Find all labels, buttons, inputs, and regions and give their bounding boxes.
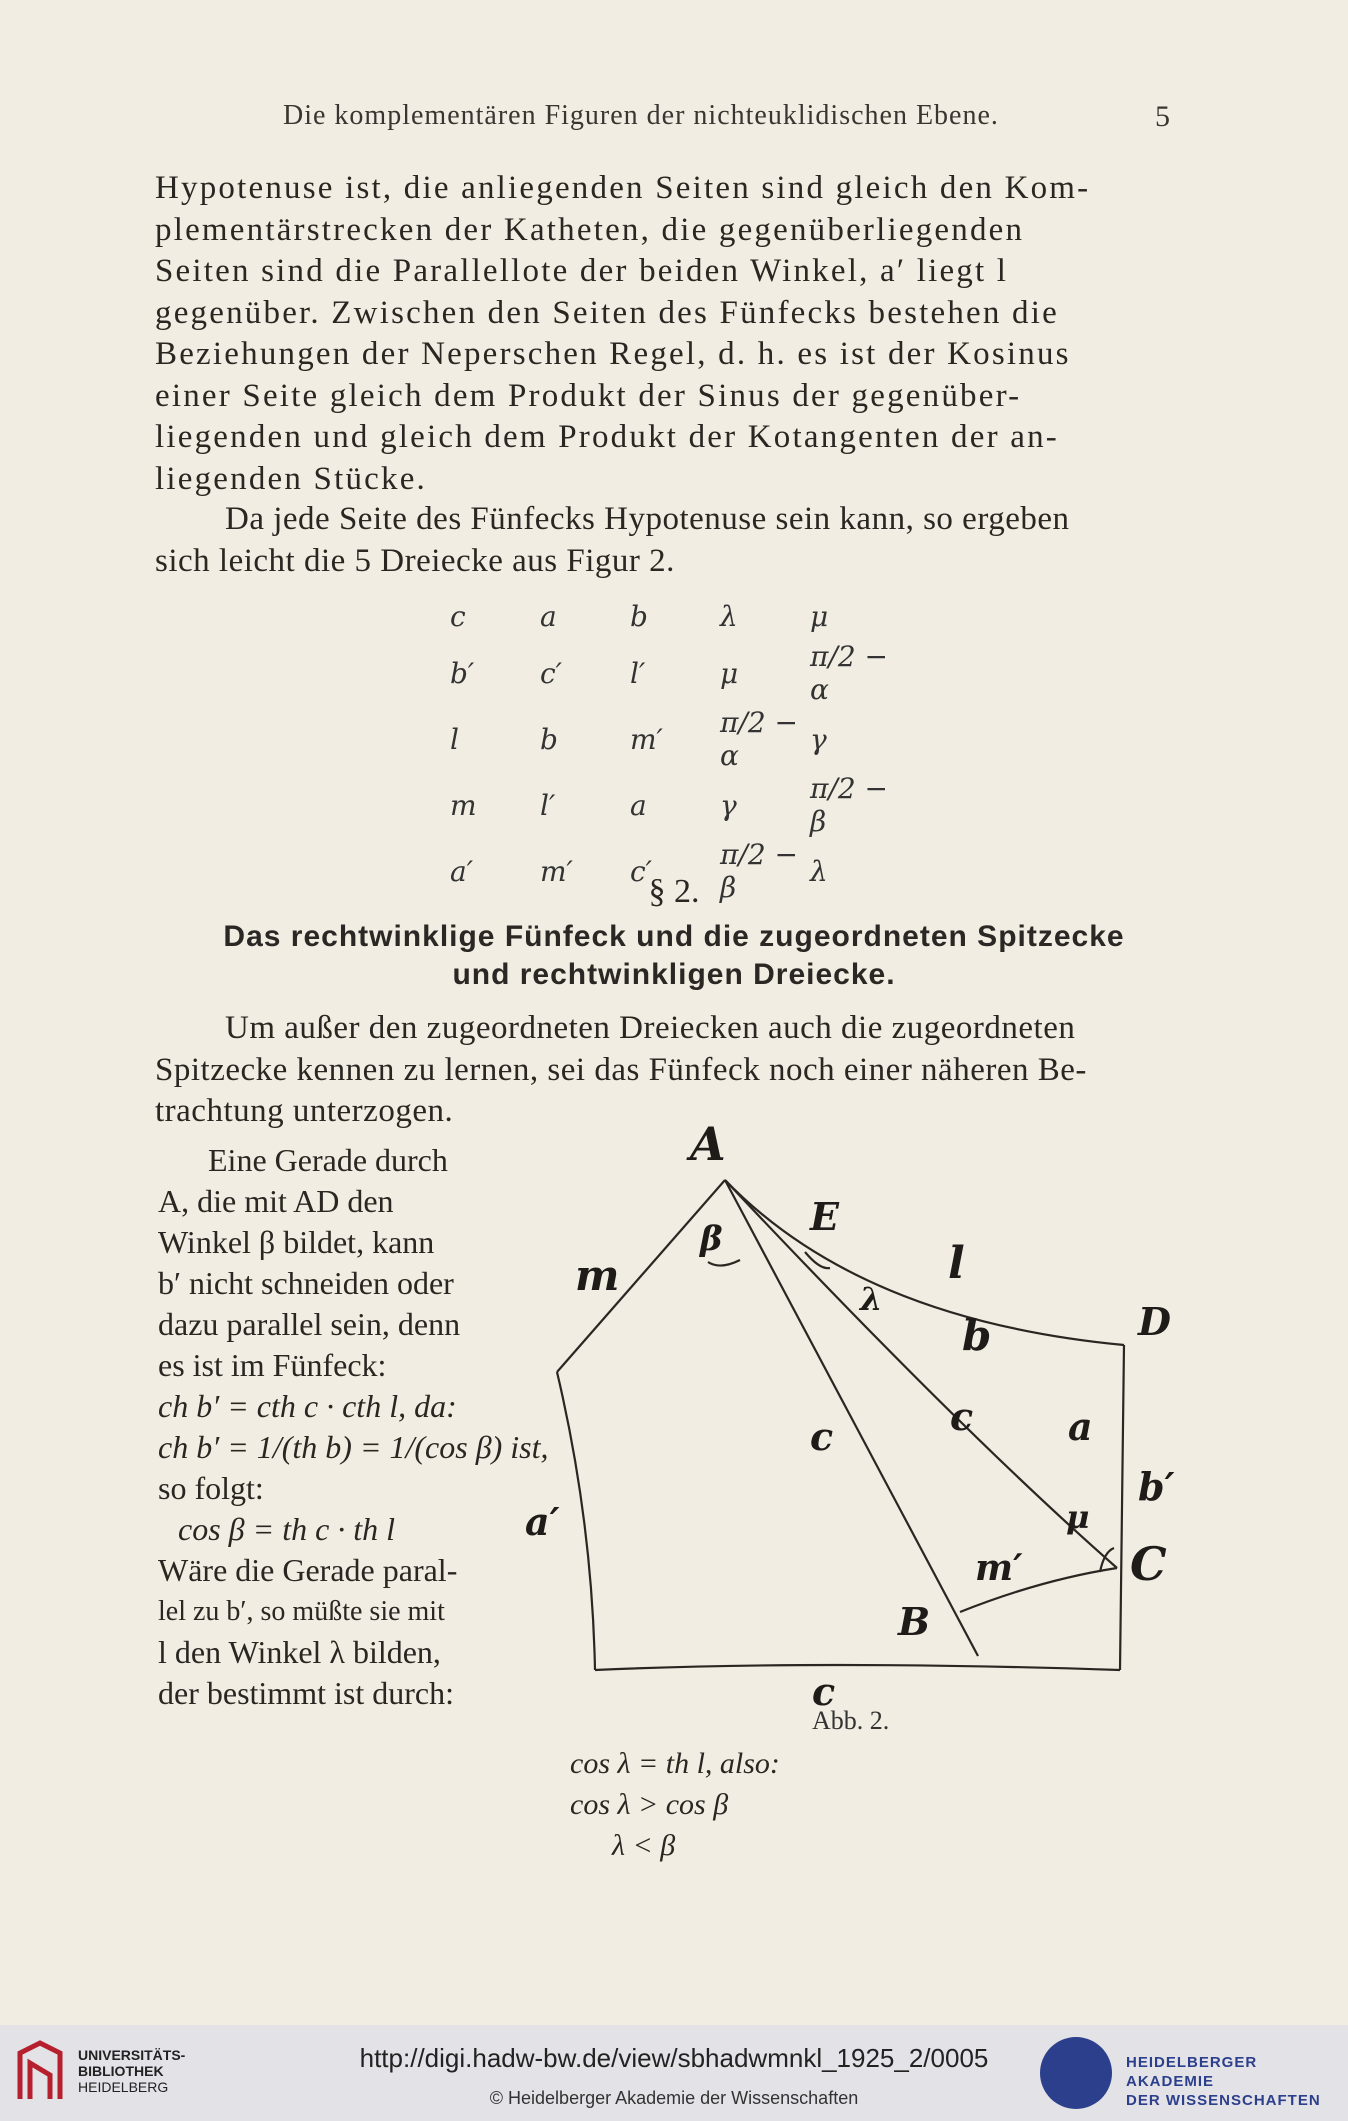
section-number: § 2. [648,873,700,910]
table-cell: π/2 − α [720,706,799,772]
text-line: so folgt: [158,1470,264,1506]
text-line: liegenden Stücke. [155,460,427,497]
library-name-line: BIBLIOTHEK [78,2063,164,2079]
table-cell: a [630,788,647,822]
side-label-c-base: c [812,1669,836,1714]
side-label-l: l [948,1238,965,1289]
table-cell: m [450,788,477,822]
conclusion-formulas [570,1743,780,1866]
vertex-label-A: A [690,1117,726,1171]
text-line: Um außer den zugeordneten Dreiecken auch die zugeordneten [225,1010,1076,1046]
table-row [450,772,900,838]
segment-label-m-prime: m′ [975,1547,1023,1589]
formula-line: ch b′ = cth c · cth l, da: [158,1388,457,1424]
figure-caption: Abb. 2. [812,1706,890,1735]
side-label-a: a [1068,1404,1093,1449]
table-row [450,592,900,640]
text-line: Winkel β bildet, kann [158,1224,435,1260]
table-cell: μ [720,656,739,690]
side-label-a-prime: a′ [525,1499,560,1544]
table-cell: l′ [630,656,646,690]
table-cell: m′ [540,854,573,888]
diagonal-AB [725,1180,978,1656]
formula-line: cos β = th c · th l [178,1511,396,1547]
text-line: b′ nicht schneiden oder [158,1265,454,1301]
table-cell: c′ [630,854,653,888]
table-cell: b′ [450,656,475,690]
table-cell: π/2 − α [810,640,889,706]
table-cell: γ [720,788,737,822]
text-line: Spitzecke kennen zu lernen, sei das Fünfeck noch einer näheren Be- [155,1051,1087,1088]
academy-seal-icon [1040,2037,1112,2109]
formula-line: ch b′ = 1/(th b) = 1/(cos β) ist, [158,1429,549,1465]
section-heading-line-1: Das rechtwinklige Fünfeck und die zugeordneten Spitzecke [223,920,1125,953]
table-cell: b [630,599,648,633]
formula-line: cos λ > cos β [570,1788,729,1821]
table-cell: a [540,599,557,633]
table-cell: m′ [630,722,663,756]
text-line: dazu parallel sein, denn [158,1306,461,1342]
page-number: 5 [1155,100,1170,133]
table-cell: λ [810,854,828,888]
side-label-m: m [575,1251,620,1300]
formula-line: λ < β [612,1829,676,1862]
table-cell: c [450,599,466,633]
text-line: Wäre die Gerade paral- [158,1552,458,1588]
text-line: lel zu b′, so müßte sie mit [158,1596,445,1627]
edge-c-base [595,1665,1120,1670]
vertex-label-D: D [1138,1299,1171,1344]
angle-label-lambda: λ [860,1280,883,1318]
vertex-label-C: C [1130,1537,1167,1591]
angle-label-beta: β [700,1219,723,1259]
side-label-b-prime: b′ [1138,1464,1175,1509]
academy-name-line: HEIDELBERGER AKADEMIE [1126,2054,1258,2090]
table-cell: π/2 − β [810,772,889,838]
vertex-label-B: B [898,1599,931,1644]
section-heading-line-2: und rechtwinkligen Dreiecke. [452,958,896,991]
text-line: Da jede Seite des Fünfecks Hypotenuse sein kann, so ergeben [225,501,1070,537]
library-name-line: UNIVERSITÄTS- [78,2047,186,2063]
pentagon-figure [520,1100,1200,1720]
table-cell: l [450,722,459,756]
text-line: der bestimmt ist durch: [158,1675,454,1711]
text-line: A, die mit AD den [158,1183,394,1219]
library-name-line: HEIDELBERG [78,2079,169,2095]
text-line: Eine Gerade durch [208,1142,448,1178]
side-label-b: b [962,1311,992,1360]
edge-l [725,1180,1124,1345]
table-cell: π/2 − β [720,838,799,904]
table-cell: b [540,722,558,756]
text-line: l den Winkel λ bilden, [158,1634,441,1670]
table-row [450,706,900,772]
edge-b-prime [1120,1345,1124,1670]
academy-name [1126,2053,1348,2110]
table-cell: c′ [540,656,563,690]
vertex-label-E: E [810,1194,839,1239]
text-line: liegenden und gleich dem Produkt der Kotangenten der an- [155,419,1059,455]
text-line: Hypotenuse ist, die anliegenden Seiten sind gleich den Kom- [155,170,1091,206]
text-line: Seiten sind die Parallellote der beiden Winkel, a′ liegt l [155,253,1009,289]
diagonal-label-c: c [950,1394,974,1439]
table-cell: a′ [450,854,474,888]
formula-line: cos λ = th l, also: [570,1747,780,1780]
paragraph-2 [155,499,1175,582]
running-title: Die komplementären Figuren der nichteuklidischen Ebene. [283,100,999,131]
table-row [450,640,900,706]
permalink-url[interactable]: http://digi.hadw-bw.de/view/sbhadwmnkl_1925_2/0005 [359,2043,989,2073]
edge-a-prime [557,1372,595,1670]
viewer-footer [0,2025,1348,2121]
angle-beta-arc [708,1260,740,1266]
triangle-table [450,592,900,904]
table-cell: l′ [540,788,556,822]
paragraph-1 [155,168,1175,500]
table-cell: γ [810,722,827,756]
text-line: einer Seite gleich dem Produkt der Sinus der gegenüber- [155,377,1022,414]
text-line: trachtung unterzogen. [155,1093,454,1129]
angle-label-mu: μ [1066,1498,1090,1536]
table-cell: μ [810,599,829,633]
text-line: sich leicht die 5 Dreiecke aus Figur 2. [155,542,675,579]
text-line: gegenüber. Zwischen den Seiten des Fünfecks bestehen die [155,294,1059,331]
left-column-text [158,1140,549,1714]
text-line: plementärstrecken der Katheten, die gegenüberliegenden [155,211,1025,248]
text-line: Beziehungen der Neperschen Regel, d. h. es ist der Kosinus [155,336,1071,372]
academy-name-line: DER WISSENSCHAFTEN [1126,2092,1321,2109]
copyright-notice: © Heidelberger Akademie der Wissenschaften [489,2088,859,2108]
text-line: es ist im Fünfeck: [158,1347,387,1383]
table-cell: λ [720,599,738,633]
diagonal-AC [725,1180,1117,1568]
diagonal-label-c-lower: c [810,1414,834,1459]
